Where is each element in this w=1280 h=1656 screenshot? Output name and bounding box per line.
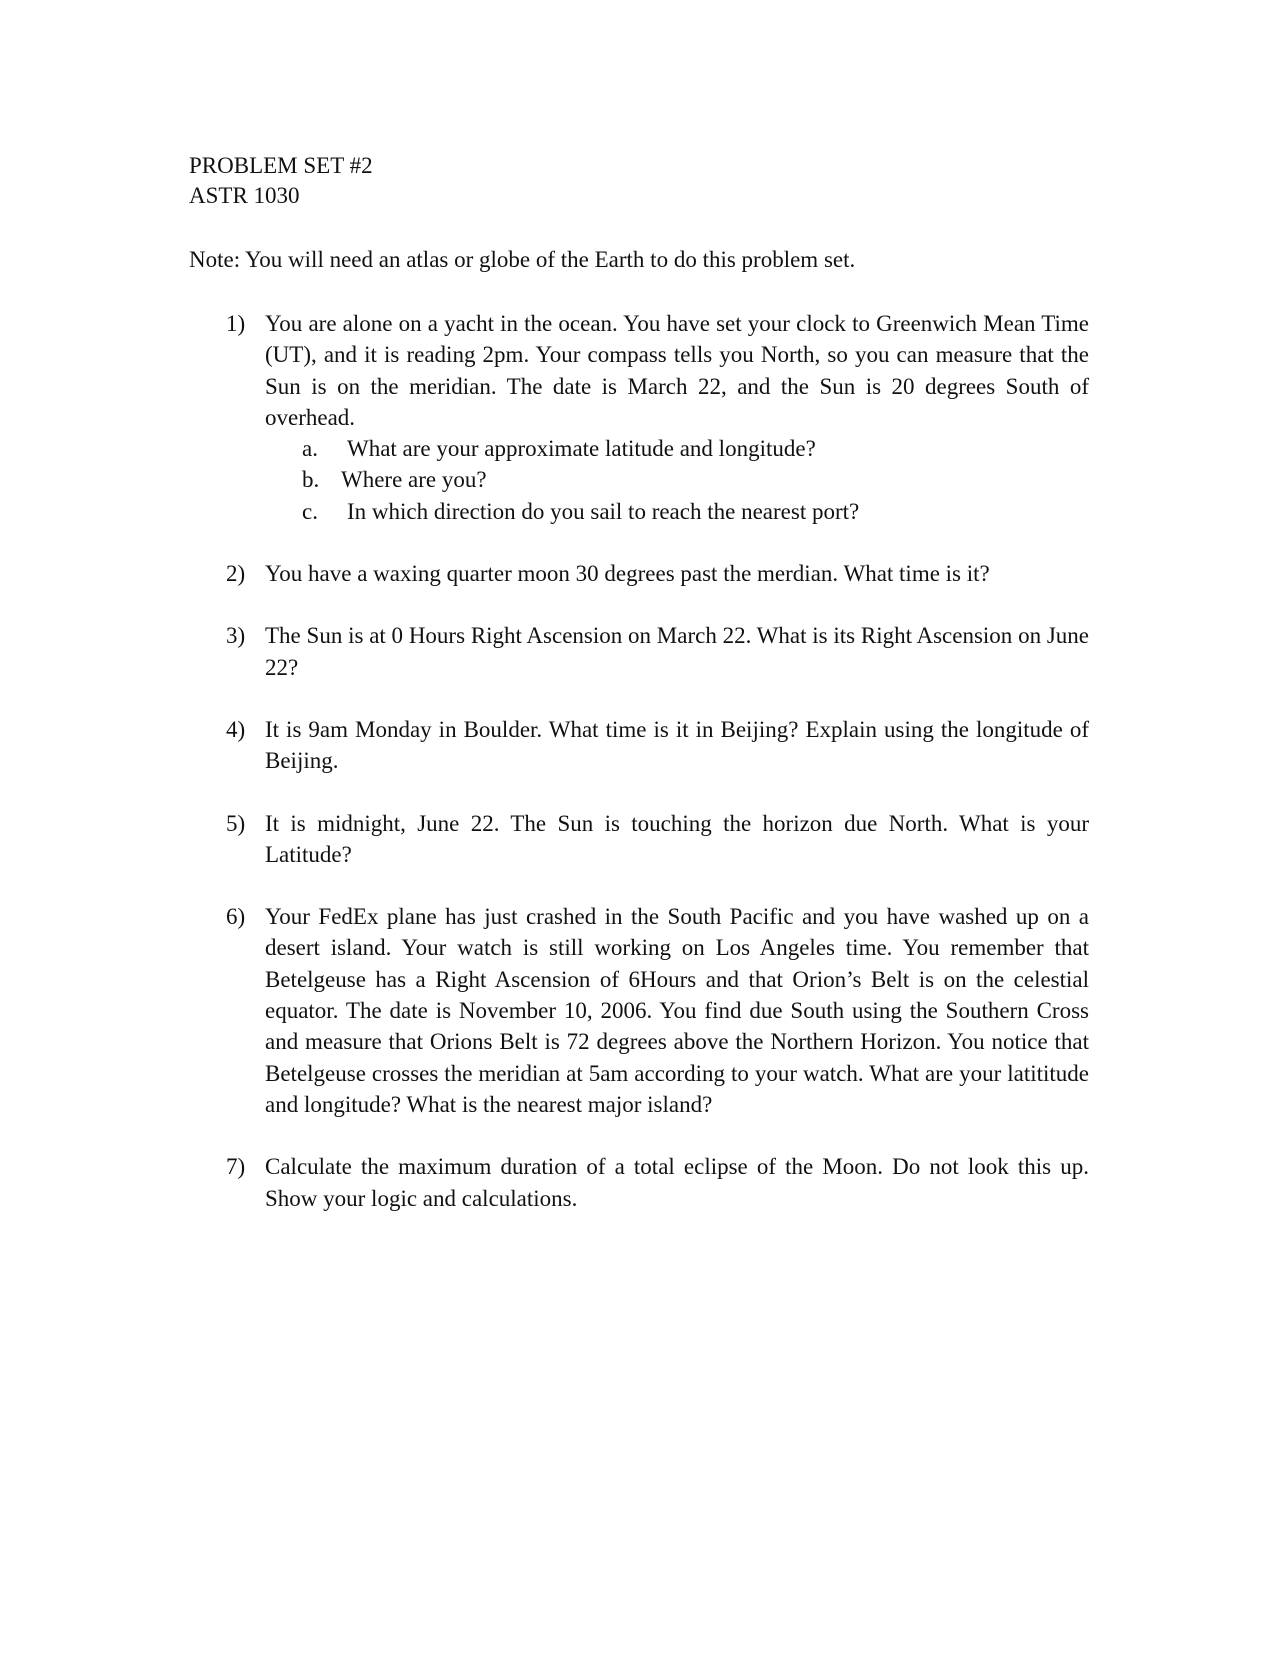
problem-number: 1) (226, 311, 246, 336)
problem-2 (220, 558, 1089, 589)
subquestion-list (265, 433, 1089, 527)
problem-set-title: PROBLEM SET #2 (189, 153, 373, 178)
problem-text: Calculate the maximum duration of a total eclipse of the Moon. Do not look this up. Show your logic and calculations. (265, 1154, 1089, 1211)
subquestion-c (265, 496, 1089, 527)
problem-5 (220, 808, 1089, 871)
subquestion-b (265, 464, 1089, 495)
problem-text: Your FedEx plane has just crashed in the South Pacific and you have washed up on a desert island. Your watch is still working on Los Angeles time. You remember that Betelgeuse has a Right Ascension of 6Hours and that Orion’s Belt is on the celestial equator. The date is November 10, 2006. You find due South using the Southern Cross and measure that Orions Belt is 72 degrees above the Northern Horizon. You notice that Betelgeuse crosses the meridian at 5am according to your watch. What are your latititude and longitude? What is the nearest major island? (265, 904, 1089, 1117)
problem-1 (220, 308, 1089, 527)
problem-number: 4) (226, 716, 246, 742)
problem-number: 6) (226, 904, 246, 930)
problem-text: You are alone on a yacht in the ocean. You have set your clock to Greenwich Mean Time (UT), and it is reading 2pm. Your compass tells you North, so you can measure that the Sun is on the meridian. The date is March 22, and the Sun is 20 degrees South of overhead. (265, 311, 1089, 430)
subquestion-a (265, 433, 1089, 464)
note-text: Note: You will need an atlas or globe of the Earth to do this problem set. (189, 247, 856, 272)
problem-number: 3) (226, 623, 246, 649)
problem-text: The Sun is at 0 Hours Right Ascension on March 22. What is its Right Ascension on June 22? (265, 623, 1089, 680)
problem-number: 7) (226, 1154, 246, 1180)
subquestion-text: Where are you? (341, 467, 487, 493)
problem-4 (220, 714, 1089, 777)
problem-number: 2) (226, 561, 246, 587)
course-code: ASTR 1030 (189, 183, 300, 208)
problem-6 (220, 901, 1089, 1120)
problem-text: You have a waxing quarter moon 30 degrees past the merdian. What time is it? (265, 561, 990, 587)
problem-text: It is 9am Monday in Boulder. What time is it in Beijing? Explain using the longitude of Beijing. (265, 716, 1089, 774)
subquestion-letter: c. (302, 498, 318, 524)
problem-3 (220, 620, 1089, 683)
problem-number: 5) (226, 810, 246, 836)
subquestion-letter: a. (302, 436, 318, 462)
subquestion-text: In which direction do you sail to reach the nearest port? (347, 498, 860, 524)
subquestion-letter: b. (302, 467, 320, 493)
problem-list (220, 308, 1089, 1245)
subquestion-text: What are your approximate latitude and longitude? (347, 436, 816, 462)
problem-7 (220, 1151, 1089, 1214)
problem-text: It is midnight, June 22. The Sun is touching the horizon due North. What is your Latitude? (265, 810, 1089, 867)
